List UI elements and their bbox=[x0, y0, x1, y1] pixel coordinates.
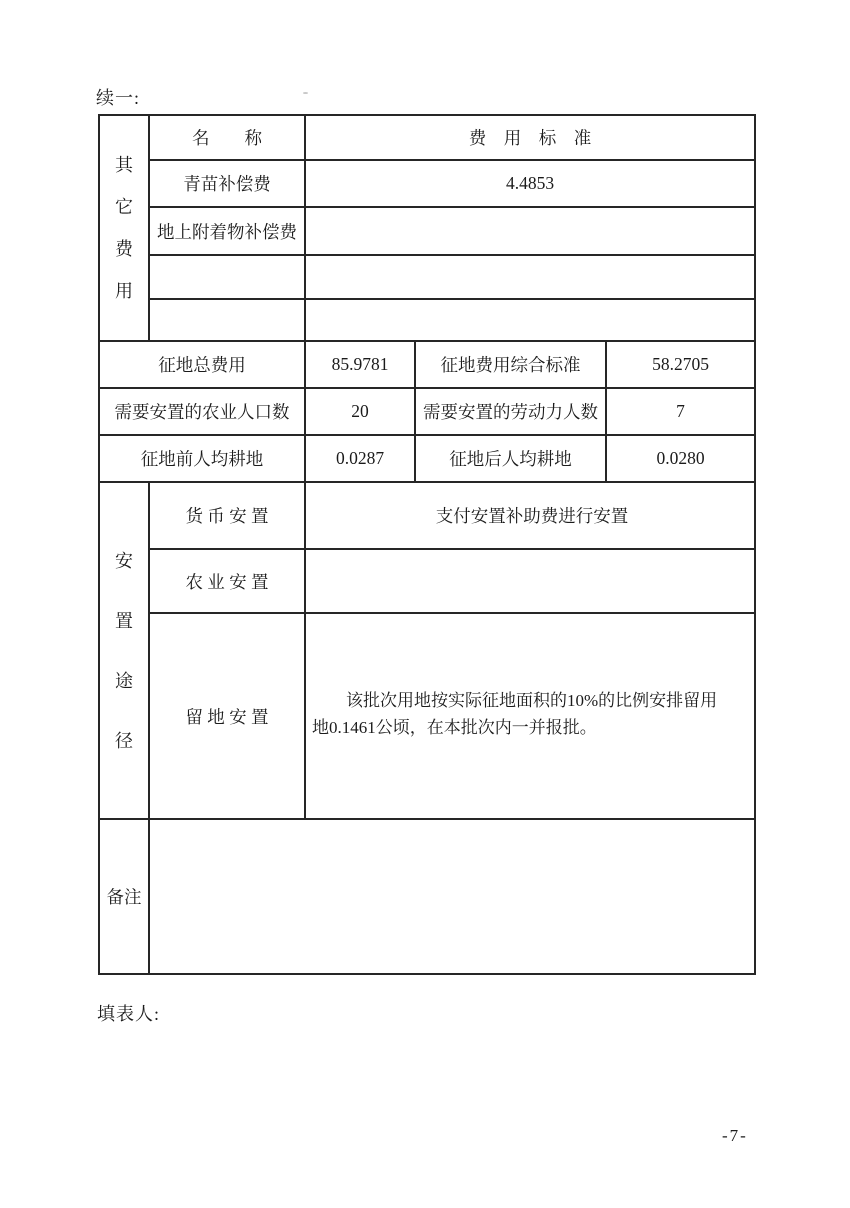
side-char: 径 bbox=[115, 730, 133, 751]
table-row bbox=[99, 160, 755, 207]
side-char: 途 bbox=[115, 670, 133, 691]
form-filler-label: 填表人: bbox=[97, 1004, 161, 1024]
cell-agricultural-resettlement-content bbox=[305, 549, 755, 613]
table-row bbox=[99, 255, 755, 299]
header-fee-standard: 费 用 标 准 bbox=[305, 115, 755, 160]
continuation-label: 续一: bbox=[96, 88, 141, 108]
cell-reserved-land-label: 留 地 安 置 bbox=[149, 613, 305, 819]
cell-total-cost-value: 85.9781 bbox=[305, 341, 415, 388]
resettlement-vertical-text bbox=[100, 487, 148, 814]
cell-farmland-after-value: 0.0280 bbox=[606, 435, 755, 482]
other-fees-vertical-text bbox=[100, 120, 148, 336]
cell-fee-standard bbox=[305, 299, 755, 341]
cell-remarks-content bbox=[149, 819, 755, 974]
header-fee-name: 名 称 bbox=[149, 115, 305, 160]
cell-labor-count-value: 7 bbox=[606, 388, 755, 435]
table-row bbox=[99, 299, 755, 341]
reserved-land-paragraph: 该批次用地按实际征地面积的10%的比例安排留用地0.1461公顷，在本批次内一并报批。 bbox=[312, 690, 718, 737]
cell-fee-name bbox=[149, 299, 305, 341]
page-number: -7- bbox=[722, 1126, 748, 1145]
cell-agricultural-resettlement-label: 农 业 安 置 bbox=[149, 549, 305, 613]
cell-remarks-label: 备注 bbox=[99, 819, 149, 974]
other-fees-side-label bbox=[99, 115, 149, 341]
cell-agri-population-value: 20 bbox=[305, 388, 415, 435]
side-char: 费 bbox=[115, 239, 133, 259]
land-acquisition-table bbox=[98, 114, 756, 975]
cell-fee-name: 地上附着物补偿费 bbox=[149, 207, 305, 255]
side-char: 置 bbox=[115, 610, 133, 631]
cell-monetary-resettlement-content: 支付安置补助费进行安置 bbox=[305, 482, 755, 549]
side-char: 其 bbox=[115, 155, 133, 175]
table-row bbox=[99, 435, 755, 482]
cell-farmland-before-value: 0.0287 bbox=[305, 435, 415, 482]
table-row bbox=[99, 207, 755, 255]
table-row bbox=[99, 819, 755, 974]
table-row bbox=[99, 613, 755, 819]
cell-fee-standard bbox=[305, 207, 755, 255]
table-row bbox=[99, 115, 755, 160]
resettlement-side-label bbox=[99, 482, 149, 819]
side-char: 安 bbox=[115, 550, 133, 571]
cell-reserved-land-content bbox=[305, 613, 755, 819]
cell-fee-name: 青苗补偿费 bbox=[149, 160, 305, 207]
table-row bbox=[99, 482, 755, 549]
cell-labor-count-label: 需要安置的劳动力人数 bbox=[415, 388, 606, 435]
cell-total-cost-label: 征地总费用 bbox=[99, 341, 305, 388]
cell-farmland-before-label: 征地前人均耕地 bbox=[99, 435, 305, 482]
cell-monetary-resettlement-label: 货 币 安 置 bbox=[149, 482, 305, 549]
cell-composite-standard-value: 58.2705 bbox=[606, 341, 755, 388]
table-row bbox=[99, 549, 755, 613]
cell-fee-standard bbox=[305, 255, 755, 299]
cell-fee-name bbox=[149, 255, 305, 299]
table-row bbox=[99, 341, 755, 388]
table-row bbox=[99, 388, 755, 435]
cell-agri-population-label: 需要安置的农业人口数 bbox=[99, 388, 305, 435]
cell-farmland-after-label: 征地后人均耕地 bbox=[415, 435, 606, 482]
side-char: 用 bbox=[115, 281, 133, 301]
cell-fee-standard: 4.4853 bbox=[305, 160, 755, 207]
scan-artifact bbox=[303, 92, 308, 94]
cell-composite-standard-label: 征地费用综合标准 bbox=[415, 341, 606, 388]
side-char: 它 bbox=[115, 197, 133, 217]
